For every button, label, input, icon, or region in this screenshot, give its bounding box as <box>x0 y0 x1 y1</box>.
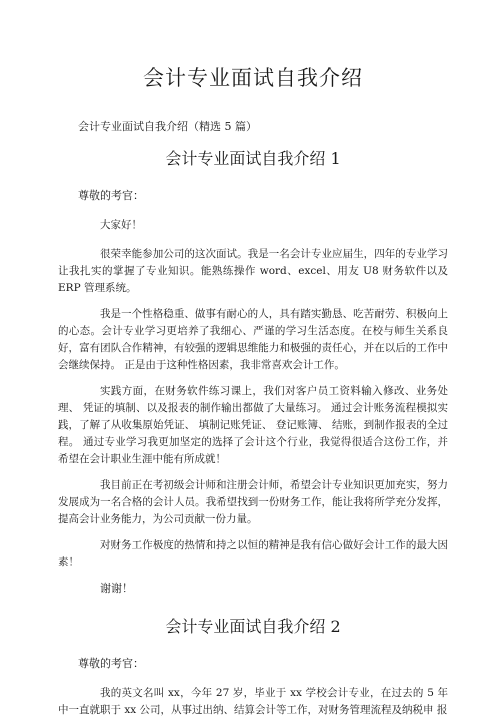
greeting-1: 尊敬的考官： <box>78 189 144 202</box>
thanks-text: 谢谢！ <box>100 582 133 595</box>
document-title: 会计专业面试自我介绍 <box>143 66 363 90</box>
document-subtitle: 会计专业面试自我介绍（精选 5 篇） <box>78 120 257 133</box>
paragraph: 很荣幸能参加公司的这次面试。我是一名会计专业应届生，四年的专业学习让我扎实的掌握了专业知识。能熟练操作 word、excel、用友 U8 财务软件以及 ERP 管理系统。 <box>58 248 448 294</box>
paragraph: 实践方面，在财务软件练习课上，我们对客户员工资料输入修改、业务处理、 凭证的填制、以及报表的制作输出都做了大量练习。 通过会计账务流程模拟实 践，了解了从收集原始凭证、 填制记账凭证、 登记账簿、 结账，到制作报表的全过 程。 通过专业学习我更加坚定的选择了会计这个行业，我觉得很适合这份工作，并 希望在会计职业生涯中能有所成就！ <box>58 385 448 465</box>
paragraph: 我的英文名叫 xx，今年 27 岁，毕业于 xx 学校会计专业，在过去的 5 年 中一直就职于 xx 公司，从事过出纳、结算会计等工作，对财务管理流程及纳税申 报 <box>58 687 448 716</box>
paragraph: 我目前正在考初级会计师和注册会计师，希望会计专业知识更加充实，努力发展成为一名合格的会计人员。我希望找到一份财务工作，能让我将所学充分发挥，提高会计业务能力，为公司贡献一份力量。 <box>58 479 448 525</box>
paragraph: 对财务工作极度的热情和持之以恒的精神是我有信心做好会计工作的最大因素！ <box>58 539 448 568</box>
greeting-2: 尊敬的考官： <box>78 657 144 670</box>
paragraph: 我是一个性格稳重、做事有耐心的人，具有踏实勤恳、吃苦耐劳、积极向上的心态。会计专业学习更培养了我细心、严谨的学习生活态度。在校与师生关系良好，富有团队合作精神，有较强的逻辑思维能力和极强的责任心，并在以后的工作中会继续保持。 正是由于这种性格因素，我非常喜欢会计工作。 <box>58 308 448 371</box>
hello-text: 大家好！ <box>100 219 142 231</box>
section-heading-2: 会计专业面试自我介绍 2 <box>165 617 341 636</box>
section-heading-1: 会计专业面试自我介绍 1 <box>165 149 341 168</box>
